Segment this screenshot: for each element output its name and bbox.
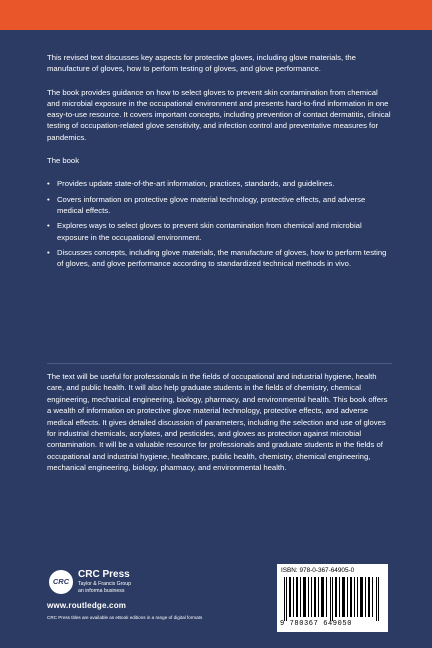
back-cover-text [47,52,392,273]
isbn-label: ISBN: 978-0-367-64905-0 [281,567,355,574]
top-color-band [0,0,432,30]
book-heading: The book [47,156,80,166]
audience-paragraph: The text will be useful for professionals in the fields of occupational and industrial hygiene, health care, and public health. It will also help graduate students in the fields of chemistry, chemical engineering, mechanical engineering, biology, pharmacy, and environmental health. This book offers a wealth of information on protective glove material technology, protective effects, and adverse medical effects. It gives detailed discussion of parameters, including the selection and use of gloves for industrial chemicals, acrylates, and pesticides, and gloves as protection against microbial contamination. It will be a valuable resource for professionals and graduate students in the fields of occupational and industrial hygiene, healthcare, public health, chemistry, chemical engineering, mechanical engineering, biology, pharmacy, and environmental health. [47,372,388,473]
guidance-paragraph: The book provides guidance on how to select gloves to prevent skin contamination from chemical and microbial exposure in the occupational environment and presents hard-to-find information in one easy-to-use resource. It covers important concepts, including prevention of contact dermatitis, clinical testing of occupation-related glove sensitivity, and infection control and preventative measures for pandemics. [47,87,391,142]
barcode-digits: 9 780367 649050 [280,620,353,628]
list-item: • Covers information on protective glove material technology, protective effects, and adverse medical effects. [47,194,392,217]
list-item: • Discusses concepts, including glove materials, the manufacture of gloves, how to perform testing of gloves, and glove performance according to standardized technical methods in vivo. [47,247,392,270]
barcode-icon [283,577,382,621]
section-divider [47,363,392,364]
feature-list [47,178,392,269]
publisher-business: an informa business [78,588,125,594]
list-item: • Explores ways to select gloves to prevent skin contamination from chemical and microbial exposure in the occupational environment. [47,220,392,243]
publisher-group: Taylor & Francis Group [78,581,132,587]
publisher-url[interactable]: www.routledge.com [47,601,127,610]
publisher-name: CRC Press [78,569,130,580]
crc-logo-icon: CRC [49,570,73,594]
ebook-note: CRC Press titles are available as eBook editions in a range of digital formats [47,615,203,620]
isbn-barcode-box [277,564,388,632]
audience-section [47,371,392,474]
intro-paragraph: This revised text discusses key aspects for protective gloves, including glove materials, the manufacture of gloves, how to perform testing of gloves, and glove performance. [47,53,356,74]
list-item: • Provides update state-of-the-art information, practices, standards, and guidelines. [47,178,392,189]
